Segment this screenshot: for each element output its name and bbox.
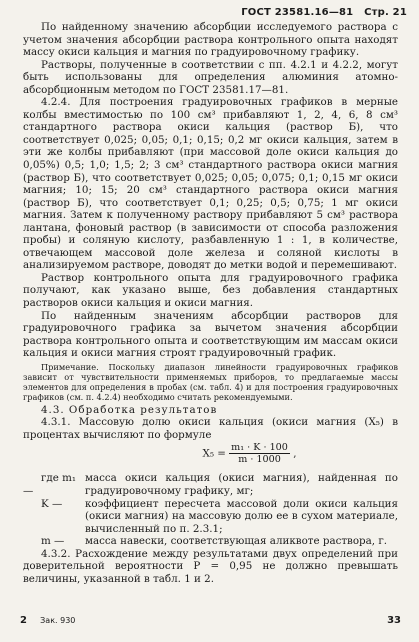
definition-row [23, 535, 398, 548]
formula [101, 442, 398, 472]
page-label: Стр. 21 [364, 7, 407, 18]
formula-numerator: m₁ · K · 100 [231, 442, 288, 454]
section-title: 4.3. Обработка результатов [41, 403, 218, 416]
paragraph-432: 4.3.2. Расхождение между результатами двух определений при доверительной вероятности P = 0,95 не должно превышать величины, указанной в табл. 1 и 2. [23, 547, 398, 585]
definition-text: масса навески, соответствующая аликвоте раствора, г. [85, 535, 387, 548]
note: Примечание. Поскольку диапазон линейности градуировочных графиков зависит от чувствительности применяемых приборов, то предлагаемые массы элементов для определения в пробах (см. табл. 4) и для построения градуировочных графиков (см. п. 4.2.4) необходимо считать рекомендуемыми. [23, 361, 398, 402]
standard-code: ГОСТ 23581.16—81 [241, 7, 354, 18]
definition-term: m — [41, 535, 65, 548]
definition-text: коэффициент пересчета массовой доли окиси кальция (окиси магния) на массовую долю ее в сухом материале, вычисленный по п. 2.3.1; [85, 497, 398, 535]
formula-fraction [229, 442, 290, 465]
definition-text: масса окиси кальция (окиси магния), найденная по градуировочному графику, мг; [85, 472, 398, 497]
paragraph-4: Раствор контрольного опыта для градуировочного графика получают, как указано выше, без добавления стандартных растворов окиси кальция и окиси магния. [23, 271, 398, 310]
footer-left-number: 2 [20, 615, 27, 626]
running-header [0, 7, 407, 18]
paragraph-3: 4.2.4. Для построения градуировочных графиков в мерные колбы вместимостью по 100 см³ прибавляют 1, 2, 4, 6, 8 см³ стандартного раствора окиси кальция (раствор Б), что соответствует 0,025; 0,05; 0,1; 0,15; 0,2 мг окиси кальция, затем в эти же колбы прибавляют (при массовой доле окиси кальция до 0,05%) 0,5; 1,0; 1,5; 2; 3 см³ стандартного раствора окиси магния (раствор Б), что соответствует 0,025; 0,05; 0,075; 0,1; 0,15 мг окиси магния; 10; 15; 20 см³ стандартного раствора окиси магния (раствор Б), что соответствует 0,1; 0,25; 0,5; 0,75; 1 мг окиси магния. Затем к полученному раствору прибавляют 5 см³ раствора лантана, фоновый раствор (в зависимости от способа разложения пробы) и соляную кислоту, разбавленную 1 : 1, в количестве, отвечающем массовой доле железа и соляной кислоты в анализируемом растворе, доводят до метки водой и перемешивают. [23, 96, 398, 272]
paragraph-1: По найденному значению абсорбции исследуемого раствора с учетом значения абсорбции раствора контрольного опыта находят массу окиси кальция и магния по градуировочному графику. [23, 21, 398, 59]
formula-end: , [293, 447, 297, 460]
paragraph-2: Растворы, полученные в соответствии с пп. 4.2.1 и 4.2.2, могут быть использованы для определения алюминия атомно-абсорбционным методом по ГОСТ 23581.17—81. [23, 58, 398, 96]
definition-term: где m₁ — [23, 472, 76, 497]
definition-term: K — [41, 497, 63, 510]
formula-denominator: m · 1000 [238, 454, 281, 466]
paragraph-5: По найденным значениям абсорбции растворов для градуировочного графика за вычетом значения абсорбции раствора контрольного опыта и соответствующим им массам окиси кальция и окиси магния строят градуировочный график. [23, 309, 398, 360]
page-footer [20, 615, 401, 626]
formula-lhs: X₅ = [202, 447, 226, 460]
definitions-list [23, 472, 398, 547]
document-body [23, 21, 398, 585]
definition-row [23, 498, 398, 536]
definition-row [23, 472, 398, 497]
footer-page-number: 33 [387, 615, 401, 626]
paragraph-431: 4.3.1. Массовую долю окиси кальция (окиси магния (X₅) в процентах вычисляют по формуле [23, 416, 398, 441]
footer-order: Зак. 930 [40, 616, 76, 625]
